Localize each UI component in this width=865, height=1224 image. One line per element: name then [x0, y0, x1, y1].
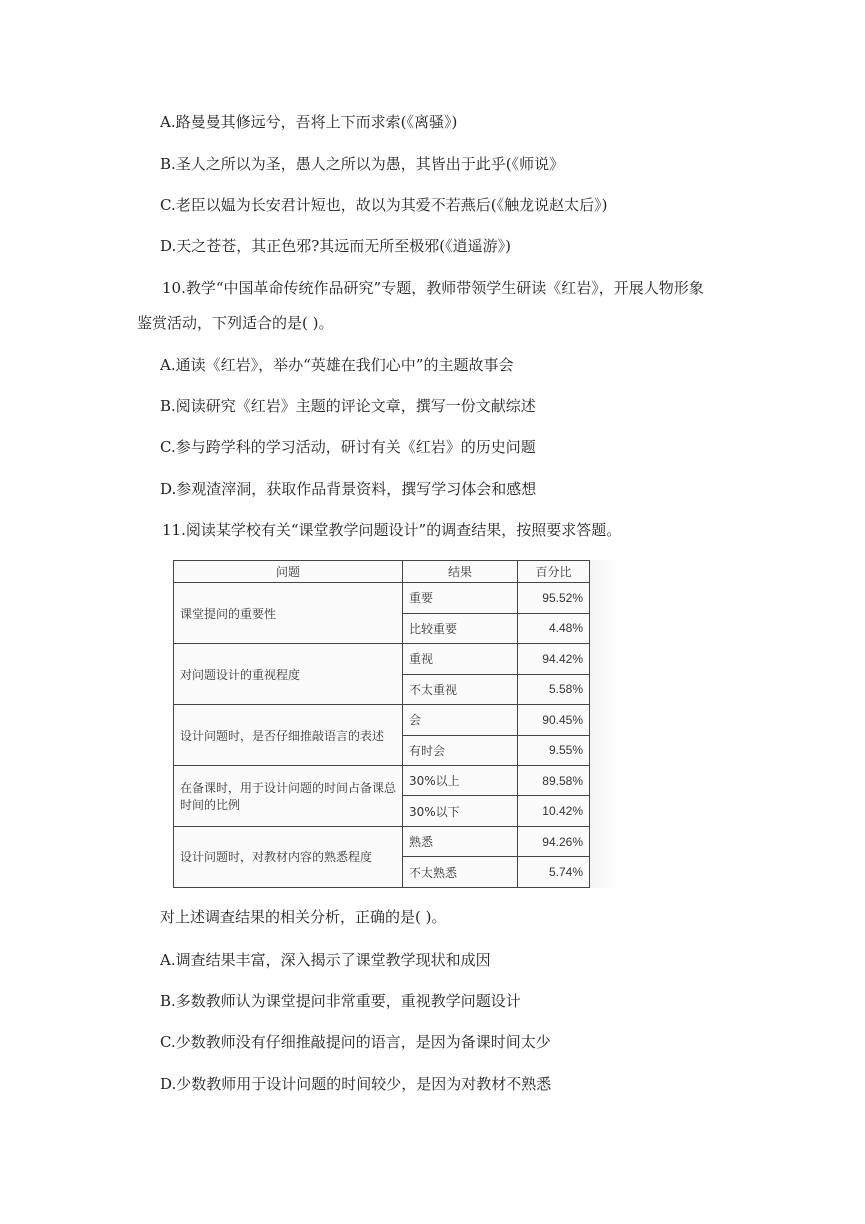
- q9-option-b: B.圣人之所以为圣，愚人之所以为愚，其皆出于此乎(《师说》: [160, 155, 565, 173]
- percent-cell: 94.42%: [518, 644, 590, 674]
- q11-option-b: B.多数教师认为课堂提问非常重要，重视教学问题设计: [160, 992, 521, 1010]
- header-result: 结果: [403, 561, 518, 583]
- percent-cell: 5.74%: [518, 857, 590, 888]
- result-cell: 比较重要: [403, 613, 518, 643]
- question-cell: 设计问题时，是否仔细推敲语言的表述: [174, 705, 403, 766]
- result-cell: 熟悉: [403, 826, 518, 856]
- percent-cell: 90.45%: [518, 705, 590, 735]
- table-row: [174, 583, 590, 613]
- result-cell: 30%以下: [403, 796, 518, 826]
- result-cell: 不太熟悉: [403, 857, 518, 888]
- table-row: [174, 765, 590, 795]
- table-header-row: [174, 561, 590, 583]
- result-cell: 30%以上: [403, 765, 518, 795]
- result-cell: 有时会: [403, 735, 518, 765]
- percent-cell: 95.52%: [518, 583, 590, 613]
- percent-cell: 5.58%: [518, 674, 590, 704]
- question-cell: 在备课时，用于设计问题的时间占备课总时间的比例: [174, 765, 403, 826]
- question-cell: 课堂提问的重要性: [174, 583, 403, 644]
- question-cell: 设计问题时，对教材内容的熟悉程度: [174, 826, 403, 887]
- q10-option-c: C.参与跨学科的学习活动，研讨有关《红岩》的历史问题: [160, 438, 536, 456]
- q10-option-d: D.参观渣滓洞，获取作品背景资料，撰写学习体会和感想: [160, 480, 537, 498]
- q10-option-a: A.通读《红岩》，举办“英雄在我们心中”的主题故事会: [160, 356, 514, 374]
- table-row: [174, 644, 590, 674]
- q11-option-c: C.少数教师没有仔细推敲提问的语言，是因为备课时间太少: [160, 1033, 551, 1051]
- header-percent: 百分比: [518, 561, 590, 583]
- percent-cell: 89.58%: [518, 765, 590, 795]
- survey-table: [173, 560, 589, 888]
- scan-shadow: [590, 560, 620, 888]
- q11-stem: 11.阅读某学校有关“课堂教学问题设计”的调查结果，按照要求答题。: [162, 521, 622, 539]
- q9-option-c: C.老臣以媪为长安君计短也，故以为其爱不若燕后(《触龙说赵太后》): [160, 196, 608, 214]
- table-row: [174, 826, 590, 856]
- q10-stem: 10.教学“中国革命传统作品研究”专题，教师带领学生研读《红岩》，开展人物形象: [162, 279, 704, 297]
- q11-option-a: A.调查结果丰富，深入揭示了课堂教学现状和成因: [160, 951, 491, 969]
- question-cell: 对问题设计的重视程度: [174, 644, 403, 705]
- percent-cell: 94.26%: [518, 826, 590, 856]
- percent-cell: 10.42%: [518, 796, 590, 826]
- q9-option-a: A.路曼曼其修远兮，吾将上下而求索(《离骚》): [160, 113, 458, 131]
- q11-sub-stem: 对上述调查结果的相关分析，正确的是( )。: [160, 908, 447, 926]
- q10-option-b: B.阅读研究《红岩》主题的评论文章，撰写一份文献综述: [160, 397, 536, 415]
- result-cell: 重视: [403, 644, 518, 674]
- result-cell: 不太重视: [403, 674, 518, 704]
- percent-cell: 4.48%: [518, 613, 590, 643]
- result-cell: 会: [403, 705, 518, 735]
- q10-stem-cont: 鉴赏活动，下列适合的是( )。: [137, 314, 334, 332]
- q9-option-d: D.天之苍苍，其正色邪?其远而无所至极邪(《逍遥游》): [160, 237, 512, 255]
- result-cell: 重要: [403, 583, 518, 613]
- percent-cell: 9.55%: [518, 735, 590, 765]
- q11-option-d: D.少数教师用于设计问题的时间较少，是因为对教材不熟悉: [160, 1075, 552, 1093]
- table-row: [174, 705, 590, 735]
- header-question: 问题: [174, 561, 403, 583]
